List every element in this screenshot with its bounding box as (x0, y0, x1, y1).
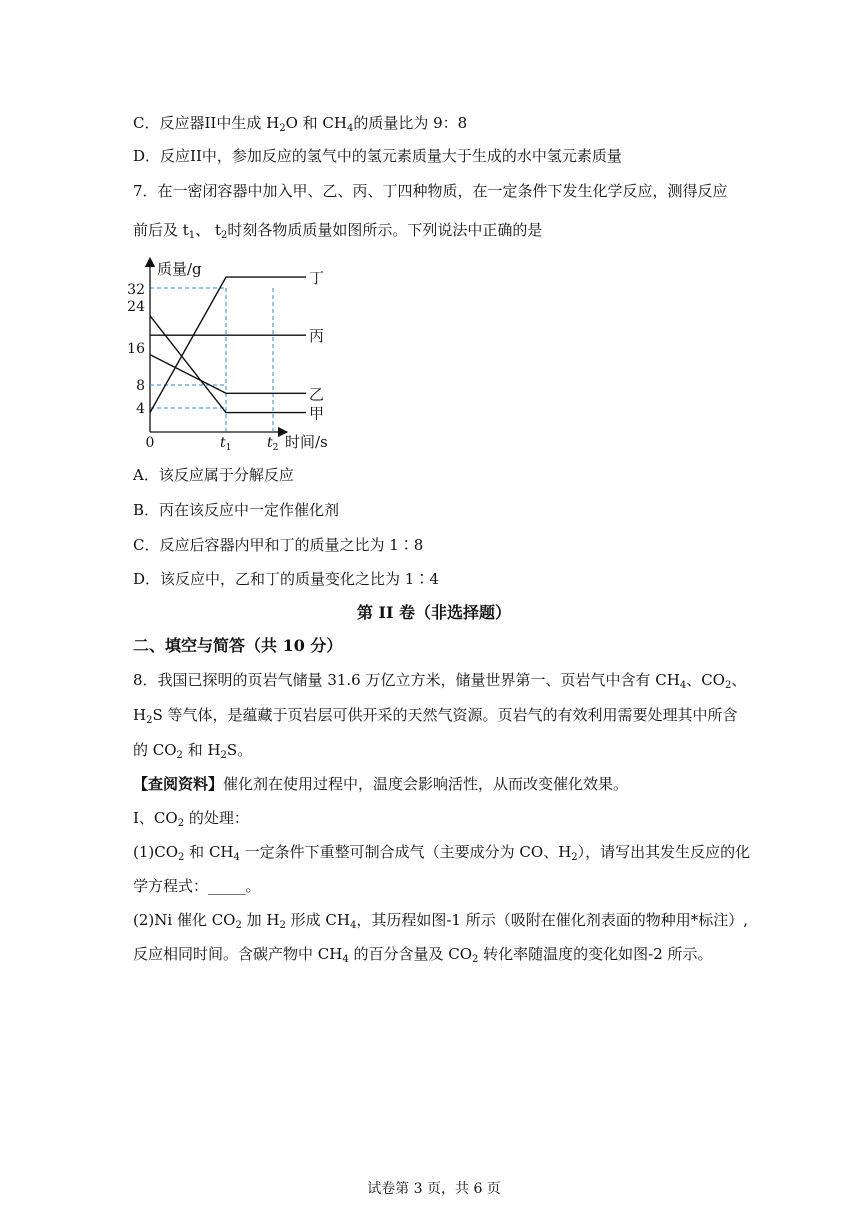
series-layer (150, 269, 324, 423)
q8-line3: 的 $CO_2$ 和 $H_2S$。 (133, 741, 253, 761)
y-tick-24: 24 (127, 299, 145, 315)
y-axis-label: 质量/g (157, 260, 202, 278)
y-tick-16: 16 (127, 341, 145, 357)
y-tick-32: 32 (127, 282, 145, 298)
q8-line2: $H_2S$ 等气体，是蕴藏于页岩层可供开采的天然气资源。页岩气的有效利用需要处理其中所含 (133, 706, 738, 726)
q8-item1-line1: $(1)CO_2$ 和 $CH_4$ 一定条件下重整可制合成气（主要成分为 CO、$H_2$），请写出其发生反应的化 (133, 843, 751, 863)
series-label-2: 乙 (309, 385, 325, 404)
section-heading: 二、填空与简答（共 10 分） (133, 636, 343, 655)
x-axis-label: 时间/s (285, 433, 328, 451)
q7-stem-line1: 7．在一密闭容器中加入甲、乙、丙、丁四种物质，在一定条件下发生化学反应，测得反应 (133, 182, 728, 200)
mass-time-chart (0, 0, 868, 460)
q8-reference-note: 【查阅资料】催化剂在使用过程中，温度会影响活性，从而改变催化效果。 (133, 775, 629, 793)
series-label-1: 丙 (309, 327, 325, 346)
series-label-0: 丁 (309, 269, 325, 288)
q6-option-c: C．反应器II中生成 $H_2O$ 和 $CH_4$的质量比为 9：8 (133, 114, 468, 134)
page-footer: 试卷第 3 页，共 6 页 (367, 1181, 501, 1197)
q6-option-d: D．反应II中，参加反应的氢气中的氢元素质量大于生成的水中氢元素质量 (133, 147, 622, 165)
x-tick-t1: $t_1$ (220, 435, 232, 453)
x-tick-origin: 0 (145, 435, 155, 451)
q8-item1-line2: 学方程式：_____。 (133, 877, 261, 895)
y-tick-4: 4 (136, 401, 145, 417)
q8-item2-line1: (2)Ni 催化 $CO_2$ 加 $H_2$ 形成 $CH_4$，其历程如图-1 所示（吸附在催化剂表面的物种用*标注）, (133, 911, 748, 931)
series-line-2 (150, 355, 306, 394)
x-tick-t2: $t_2$ (267, 435, 279, 453)
q7-stem-line2: 前后及 $t_1$、 $t_2$时刻各物质质量如图所示。下列说法中正确的是 (133, 221, 543, 241)
series-line-3 (150, 316, 306, 413)
q8-item2-line2: 反应相同时间。含碳产物中 $CH_4$ 的百分含量及 $CO_2$ 转化率随温度的变化如图-2 所示。 (133, 945, 713, 965)
y-tick-8: 8 (136, 378, 145, 394)
q8-line1: 8．我国已探明的页岩气储量 31.6 万亿立方米，储量世界第一、页岩气中含有 $CH_4$、$CO_2$、 (133, 671, 747, 691)
answer-blank[interactable]: _____ (208, 877, 246, 895)
series-label-3: 甲 (309, 404, 325, 423)
section-title: 第 II 卷（非选择题） (356, 603, 512, 622)
q7-option-a: A．该反应属于分解反应 (133, 466, 294, 484)
q7-option-c: C．反应后容器内甲和丁的质量之比为 1∶8 (133, 536, 424, 554)
q7-option-b: B．丙在该反应中一定作催化剂 (133, 501, 340, 519)
q7-option-d: D．该反应中，乙和丁的质量变化之比为 1∶4 (133, 570, 439, 588)
q8-part1-title: I、$CO_2$ 的处理： (133, 809, 249, 829)
